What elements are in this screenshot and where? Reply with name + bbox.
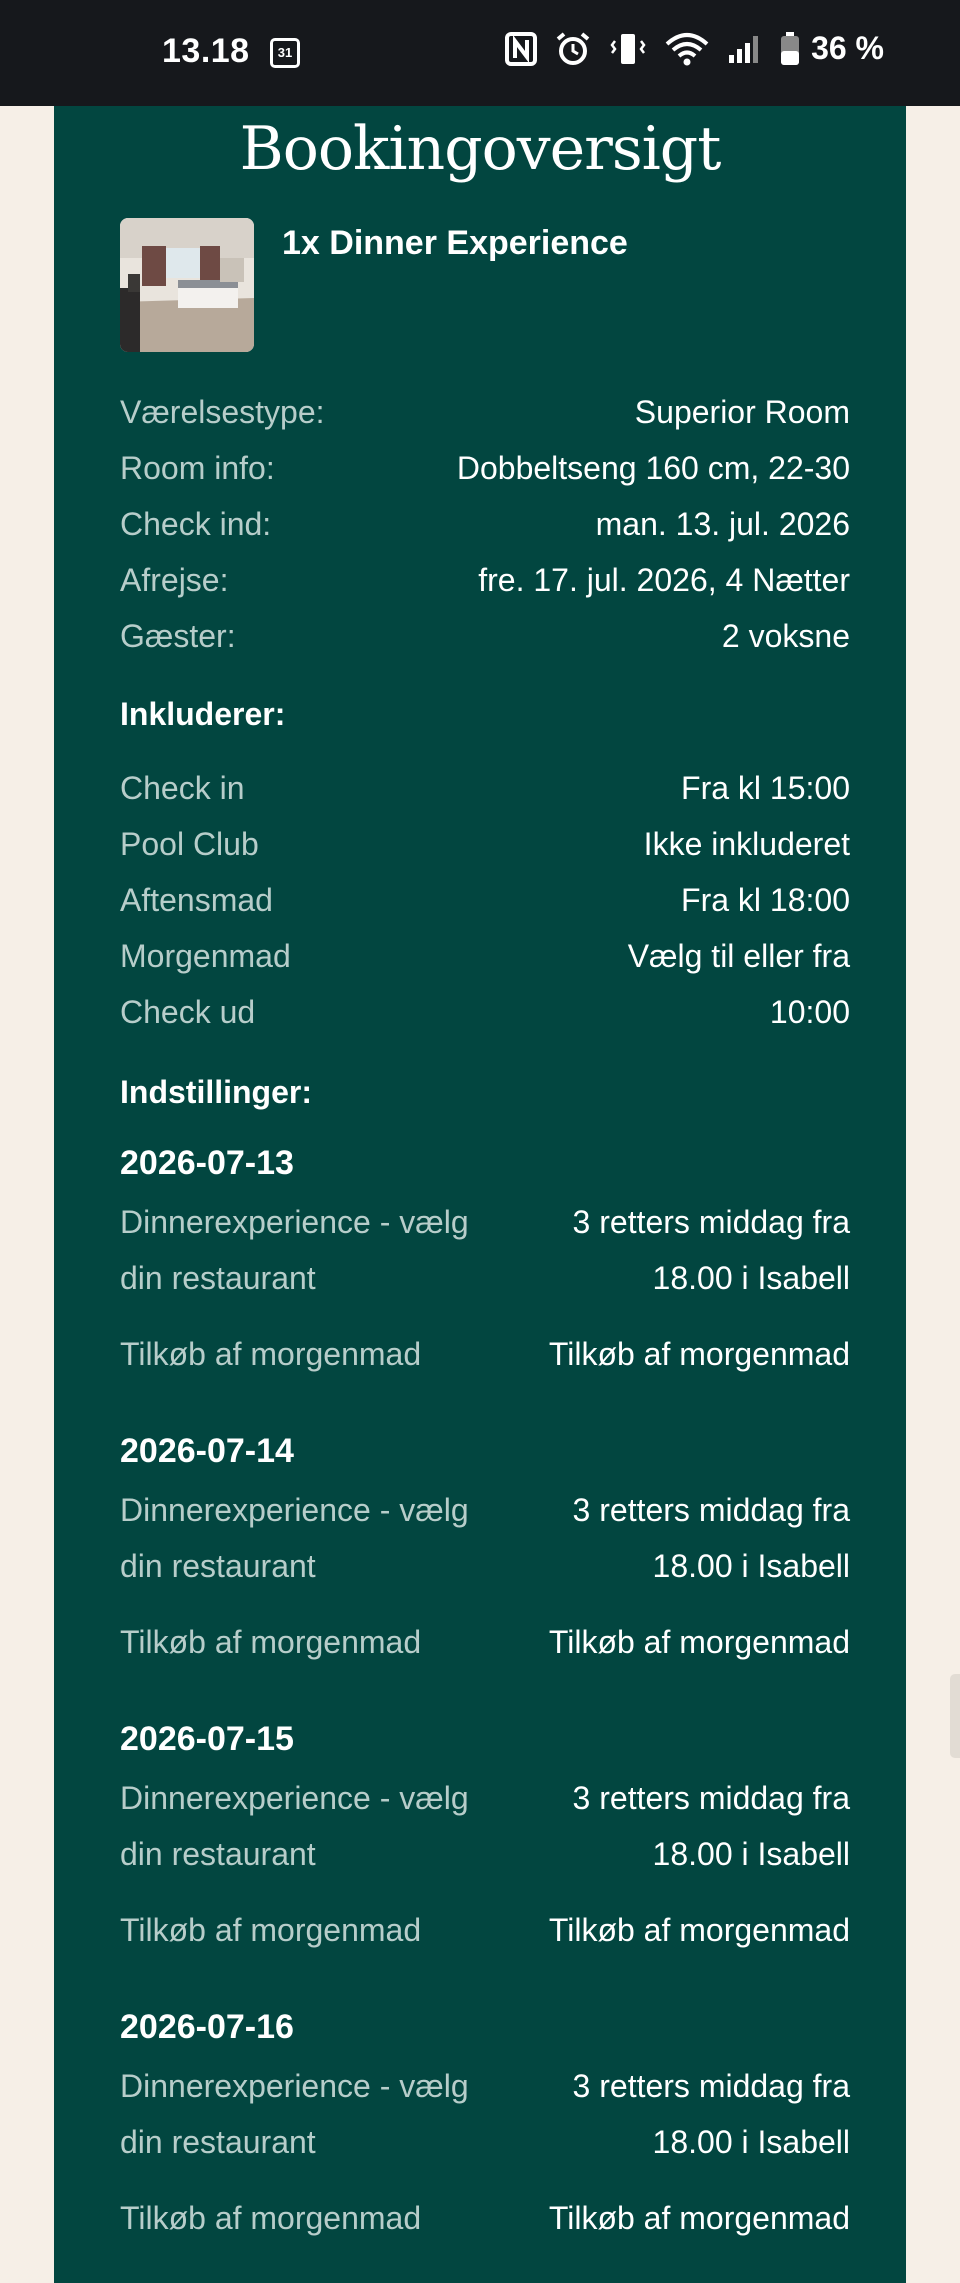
setting-value-line: 18.00 i Isabell [652,1836,850,1872]
include-row-dinner [120,872,850,928]
calendar-icon: 31 [270,38,300,68]
setting-value-line: 18.00 i Isabell [652,1260,850,1296]
setting-value-line: 3 retters middag fra [572,2068,850,2104]
detail-value: Superior Room [634,394,850,430]
setting-label-line: din restaurant [120,1548,316,1584]
setting-label [120,1482,469,1594]
setting-value: Tilkøb af morgenmad [548,1912,850,1948]
include-value: Ikke inkluderet [643,826,850,862]
include-value: 10:00 [769,994,850,1030]
setting-label: Tilkøb af morgenmad [120,2200,422,2236]
wifi-icon [665,32,709,66]
settings-date: 2026-07-14 [120,1432,294,1470]
battery-icon [779,31,801,67]
detail-label: Gæster: [120,618,236,654]
setting-value [573,2058,850,2170]
detail-label: Værelsestype: [120,394,325,430]
booking-item-title: 1x Dinner Experience [282,224,628,262]
detail-label: Room info: [120,450,275,486]
setting-row-dinner [120,1482,850,1594]
setting-value: Tilkøb af morgenmad [548,1624,850,1660]
include-value: Fra kl 15:00 [681,770,850,806]
room-image [120,218,254,352]
signal-icon [727,33,761,65]
include-value: Fra kl 18:00 [681,882,850,918]
setting-value [573,1194,850,1306]
nfc-icon [505,32,537,66]
setting-row-breakfast [120,2190,850,2246]
include-label: Pool Club [120,826,259,862]
setting-row-breakfast [120,1902,850,1958]
include-label: Check in [120,770,245,806]
setting-label [120,2058,469,2170]
setting-label: Tilkøb af morgenmad [120,1912,422,1948]
detail-label: Check ind: [120,506,272,542]
booking-summary-card [54,106,906,2283]
setting-label: Tilkøb af morgenmad [120,1336,422,1372]
setting-label-line: Dinnerexperience - vælg [120,2068,469,2104]
detail-label: Afrejse: [120,562,229,598]
include-row-check-in [120,760,850,816]
detail-row-departure [120,552,850,608]
detail-row-room-info [120,440,850,496]
setting-row-dinner [120,1770,850,1882]
status-bar [0,0,960,106]
setting-value-line: 18.00 i Isabell [652,2124,850,2160]
setting-label-line: din restaurant [120,2124,316,2160]
setting-value [573,1482,850,1594]
settings-date: 2026-07-15 [120,1720,294,1758]
status-time: 13.18 [162,32,250,70]
setting-label-line: Dinnerexperience - vælg [120,1204,469,1240]
include-row-breakfast [120,928,850,984]
detail-value: 2 voksne [721,618,850,654]
setting-row-dinner [120,1194,850,1306]
detail-value: fre. 17. jul. 2026, 4 Nætter [478,562,850,598]
include-value: Vælg til eller fra [627,938,850,974]
include-label: Aftensmad [120,882,273,918]
include-row-check-out [120,984,850,1040]
vibrate-icon [609,31,647,67]
setting-value-line: 18.00 i Isabell [652,1548,850,1584]
setting-label [120,1770,469,1882]
detail-row-guests [120,608,850,664]
setting-value [573,1770,850,1882]
battery-percent: 36 % [811,30,884,66]
detail-row-room-type [120,384,850,440]
setting-label [120,1194,469,1306]
include-label: Check ud [120,994,256,1030]
setting-row-breakfast [120,1614,850,1670]
settings-date: 2026-07-13 [120,1144,294,1182]
detail-value: man. 13. jul. 2026 [595,506,850,542]
setting-value-line: 3 retters middag fra [572,1492,850,1528]
setting-row-breakfast [120,1326,850,1382]
room-thumbnail [120,218,254,352]
include-row-pool-club [120,816,850,872]
setting-label-line: din restaurant [120,1260,316,1296]
includes-heading: Inkluderer: [120,696,286,732]
setting-value: Tilkøb af morgenmad [548,2200,850,2236]
settings-date: 2026-07-16 [120,2008,294,2046]
setting-label: Tilkøb af morgenmad [120,1624,422,1660]
setting-label-line: Dinnerexperience - vælg [120,1780,469,1816]
settings-heading: Indstillinger: [120,1074,312,1110]
include-label: Morgenmad [120,938,291,974]
scrollbar-thumb[interactable] [950,1674,960,1758]
setting-value-line: 3 retters middag fra [572,1780,850,1816]
alarm-icon [555,31,591,67]
setting-value-line: 3 retters middag fra [572,1204,850,1240]
status-icons [505,30,884,67]
setting-row-dinner [120,2058,850,2170]
setting-label-line: din restaurant [120,1836,316,1872]
setting-label-line: Dinnerexperience - vælg [120,1492,469,1528]
detail-value: Dobbeltseng 160 cm, 22-30 [456,450,850,486]
page-title: Bookingoversigt [239,114,721,184]
detail-row-check-in [120,496,850,552]
setting-value: Tilkøb af morgenmad [548,1336,850,1372]
